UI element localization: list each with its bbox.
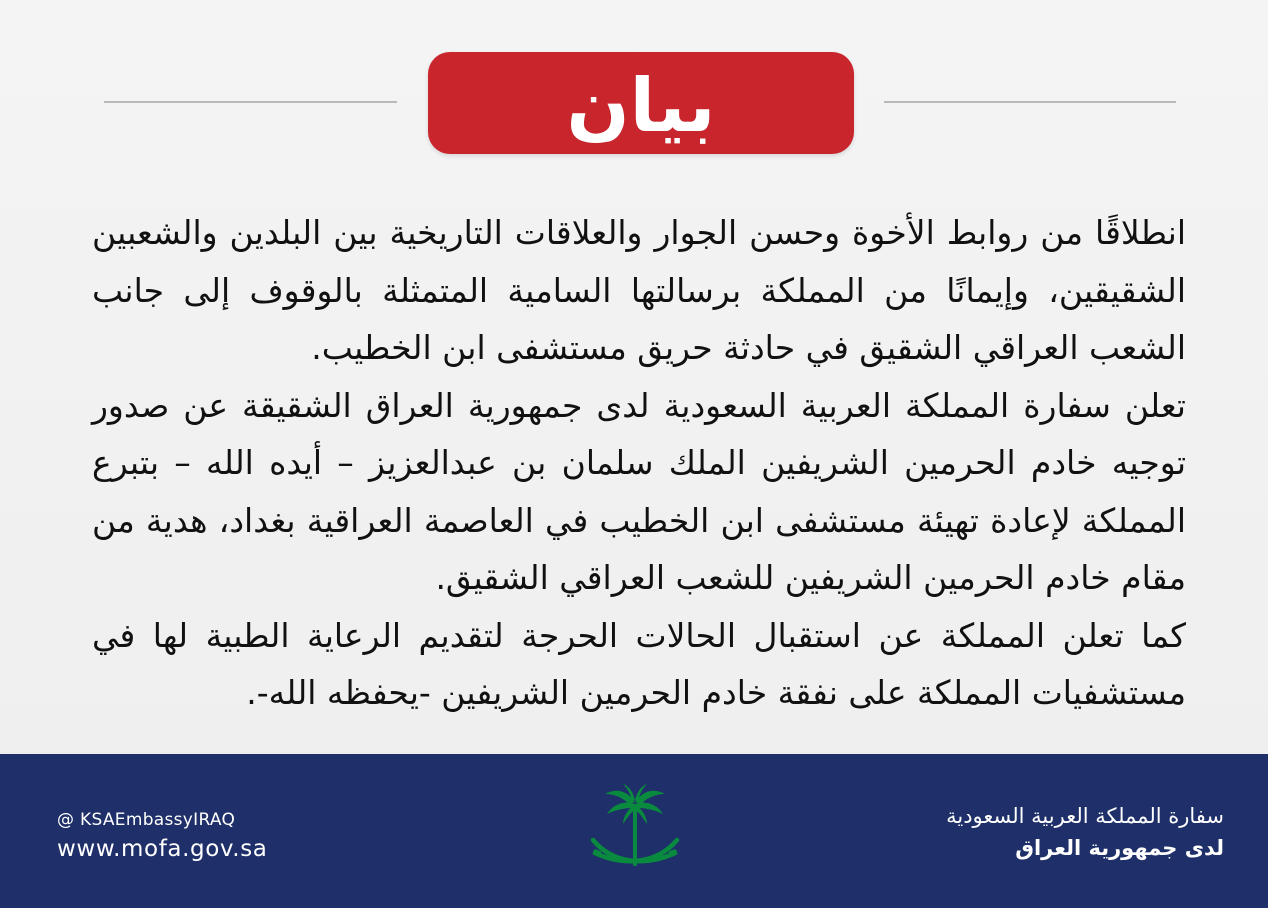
website-link[interactable]: www.mofa.gov.sa bbox=[57, 836, 268, 862]
header-divider-left bbox=[104, 101, 397, 103]
header-divider-right bbox=[884, 101, 1176, 103]
saudi-emblem-icon bbox=[583, 780, 687, 884]
statement-paragraph-2: تعلن سفارة المملكة العربية السعودية لدى جمهورية العراق الشقيقة عن صدور توجيه خادم الحرمين الشريفين الملك سلمان بن عبدالعزيز – أيده الله – بتبرع المملكة لإعادة تهيئة مستشفى ابن الخطيب في العاصمة العراقية بغداد، هدية من مقام خادم الحرمين الشريفين للشعب العراقي الشقيق. bbox=[92, 385, 1186, 597]
footer-bar bbox=[0, 754, 1268, 908]
statement-body bbox=[92, 204, 1186, 722]
embassy-name: سفارة المملكة العربية السعودية bbox=[946, 804, 1224, 828]
title-badge bbox=[428, 52, 854, 154]
footer-contact bbox=[57, 808, 268, 866]
embassy-country: لدى جمهورية العراق bbox=[1015, 836, 1224, 860]
embassy-signature bbox=[946, 800, 1224, 864]
statement-paragraph-3: كما تعلن المملكة عن استقبال الحالات الحرجة لتقديم الرعاية الطبية لها في مستشفيات المملكة على نفقة خادم الحرمين الشريفين -يحفظه الله-. bbox=[92, 615, 1186, 712]
page-title: بيان bbox=[566, 63, 716, 149]
twitter-handle[interactable]: @ KSAEmbassyIRAQ bbox=[57, 810, 236, 830]
statement-paragraph-1: انطلاقًا من روابط الأخوة وحسن الجوار والعلاقات التاريخية بين البلدين والشعبين الشقيقين، وإيمانًا من المملكة برسالتها السامية المتمثلة بالوقوف إلى جانب الشعب العراقي الشقيق في حادثة حريق مستشفى ابن الخطيب. bbox=[92, 213, 1186, 367]
